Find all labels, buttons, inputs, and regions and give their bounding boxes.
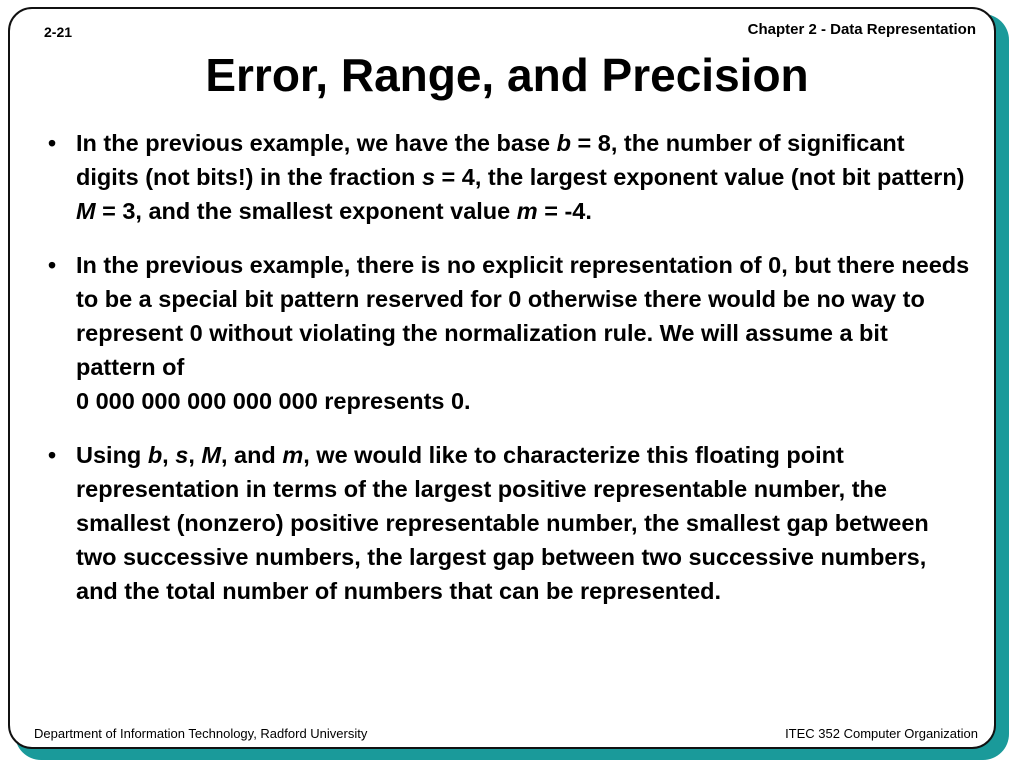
bullet-list <box>42 126 972 628</box>
footer-course: ITEC 352 Computer Organization <box>785 726 978 741</box>
variable-M: M <box>201 442 221 468</box>
bullet-text: = 8, the number of significant digits (not bits!) in the fraction <box>76 130 905 190</box>
bullet-text: , <box>188 442 202 468</box>
variable-m: m <box>516 198 538 224</box>
variable-m: m <box>282 442 304 468</box>
variable-s: s <box>175 442 189 468</box>
bullet-text: , <box>162 442 176 468</box>
footer-department: Department of Information Technology, Radford University <box>34 726 368 741</box>
bullet-dot-icon: • <box>48 442 57 468</box>
bullet-text: , and <box>220 442 283 468</box>
variable-b: b <box>147 442 163 468</box>
bullet-text: = 3, and the smallest exponent value <box>95 198 517 224</box>
slide-number: 2-21 <box>44 24 73 40</box>
bullet-text: , we would like to characterize this floating point representation in terms of the largest positive representable number, the smallest (nonzero) positive representable number, the smallest gap between two successive numbers, the largest gap between two successive numbers, and the total number of numbers that can be represented. <box>76 442 929 604</box>
bullet-dot-icon: • <box>48 252 57 278</box>
bullet-text: In the previous example, we have the base <box>76 130 557 156</box>
variable-s: s <box>421 164 436 190</box>
chapter-heading: Chapter 2 - Data Representation <box>747 21 976 38</box>
bullet-item-3 <box>42 438 972 608</box>
slide-title: Error, Range, and Precision <box>205 49 809 101</box>
bullet-text: In the previous example, there is no explicit representation of 0, but there needs to be a special bit pattern reserved for 0 otherwise there would be no way to represent 0 without violating the normalization rule. We will assume a bit pattern of <box>76 252 970 380</box>
variable-M: M <box>76 198 96 224</box>
bullet-text: = -4. <box>537 198 592 224</box>
variable-b: b <box>556 130 571 156</box>
bullet-dot-icon: • <box>48 130 57 156</box>
bullet-text: Using <box>76 442 148 468</box>
bullet-text-line: 0 000 000 000 000 000 represents 0. <box>76 388 471 414</box>
bullet-item-2 <box>42 248 972 418</box>
bullet-text: = 4, the largest exponent value (not bit pattern) <box>435 164 965 190</box>
bullet-item-1 <box>42 126 972 228</box>
